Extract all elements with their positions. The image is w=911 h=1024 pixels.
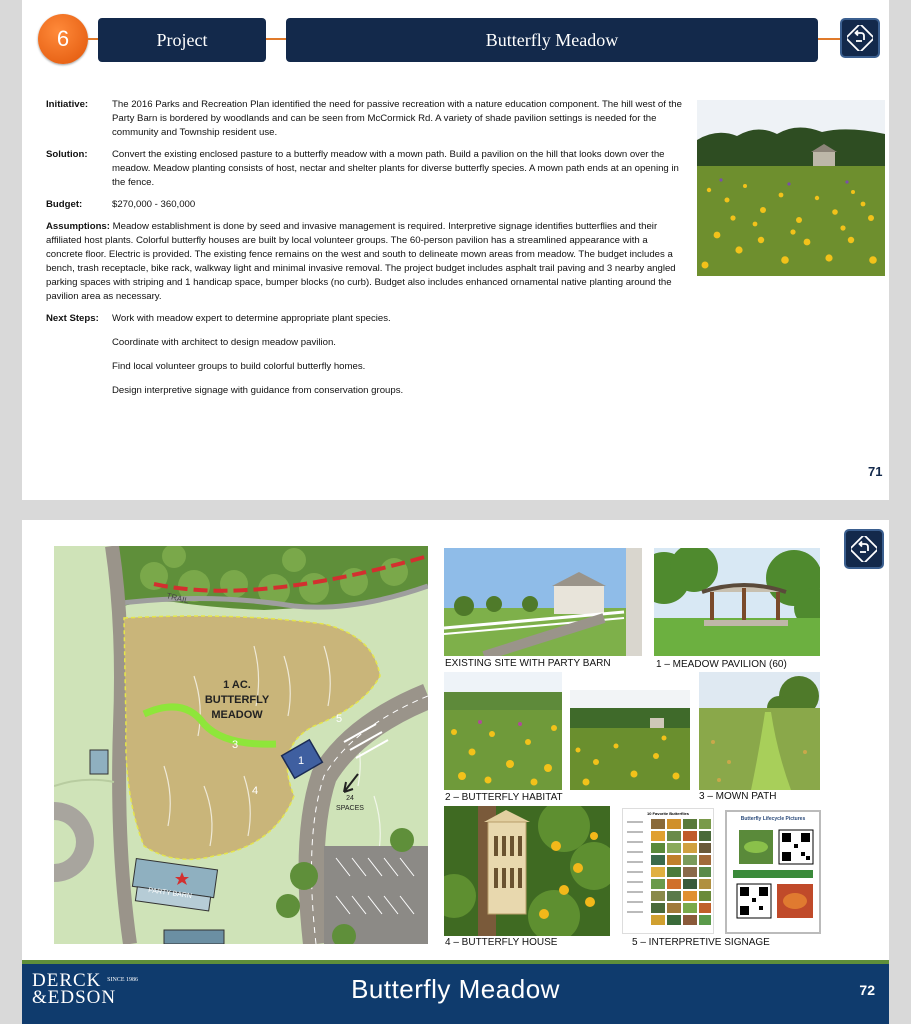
parking-count: 24: [346, 795, 354, 802]
initiative-text: The 2016 Parks and Recreation Plan identified the need for passive recreation with a nature education component. The hill west of the Party Barn is bordered by woodlands and can be seen from McCormick Rd. A variety of shade pavilion settings is needed for the community and Township resident use.: [112, 99, 682, 138]
header-title: Butterfly Meadow: [485, 29, 619, 50]
initiative-label: Initiative:: [46, 99, 89, 110]
back-button[interactable]: [840, 18, 880, 58]
next-step-item: Coordinate with architect to design meadow pavilion.: [112, 337, 336, 348]
butterfly-house-photo: [444, 806, 610, 936]
pavilion-photo: [654, 548, 820, 656]
solution-text: Convert the existing enclosed pasture to a butterfly meadow with a mown path. Build a pavilion on the hill that looks down over the meadow. Meadow planting consists of host, nectar and shelter plants for diverse butterfly species. A mown path ends at an opening in the fence.: [112, 149, 679, 188]
next-steps-row: [46, 312, 686, 408]
project-number-badge: [38, 14, 88, 64]
signage-lifecycle-panel: [725, 810, 821, 934]
caption-mown-path: 3 – MOWN PATH: [699, 791, 777, 802]
header-connector: [266, 38, 286, 40]
header-title-box: [286, 18, 818, 62]
map-marker-3: 3: [232, 739, 239, 751]
site-plan-map: [54, 546, 428, 944]
footer-bar: [22, 960, 889, 1024]
header-project-box: [98, 18, 266, 62]
header-connector: [818, 38, 840, 40]
map-marker-4: 4: [252, 785, 259, 797]
assumptions-text: Meadow establishment is done by seed and invasive management is required. Interpretive signage identifies butterflies and their affiliated host plants. Colorful butterfly houses are built by local volunteer groups. The 60-person pavilion has a streamlined appearance with a concrete floor. Electric is provided. The existing fence remains on the west and south to delineate mown areas from meadow. The budget includes a bench, trash receptacle, bike rack, walkway light and minimal invasive removal. The project budget includes asphalt trail paving and 3 nearby angled parking spaces with striping and 1 handicap space, bumper blocks (no curb). Budget also includes enhanced ornamental native planting around the pavilion area as necessary.: [46, 221, 676, 302]
header-connector: [88, 38, 98, 40]
page-number: 71: [868, 464, 883, 479]
back-arrow-icon: [847, 25, 873, 51]
budget-label: Budget:: [46, 199, 83, 210]
back-arrow-icon: [851, 536, 877, 562]
page-72: [22, 520, 889, 1024]
footer-title: Butterfly Meadow: [351, 974, 560, 1004]
habitat-photo: [570, 690, 690, 790]
solution-label: Solution:: [46, 149, 88, 160]
map-marker-1: 1: [298, 755, 305, 767]
habitat-photo: [444, 672, 562, 790]
assumptions-row: [46, 220, 686, 304]
caption-house: 4 – BUTTERFLY HOUSE: [445, 937, 558, 948]
parking-label: SPACES: [336, 805, 364, 812]
signage-left-title: 10 Favorite Butterflies: [646, 811, 689, 816]
caption-signage: 5 – INTERPRETIVE SIGNAGE: [632, 937, 770, 948]
meadow-label: 1 AC.: [223, 679, 251, 691]
next-steps-label: Next Steps:: [46, 313, 99, 324]
assumptions-label: Assumptions:: [46, 221, 110, 232]
barn-label: PARTY BARN: [147, 887, 193, 901]
next-steps-list: [112, 312, 686, 408]
next-step-item: Design interpretive signage with guidance from conservation groups.: [112, 385, 404, 396]
project-description: [46, 98, 686, 416]
meadow-label: BUTTERFLY: [204, 694, 270, 706]
caption-existing: EXISTING SITE WITH PARTY BARN: [445, 658, 611, 669]
project-number: 6: [56, 26, 70, 51]
header-project-label: Project: [156, 29, 208, 50]
meadow-label: MEADOW: [211, 709, 263, 721]
mown-path-photo: [699, 672, 820, 790]
back-button[interactable]: [844, 529, 884, 569]
next-step-item: Find local volunteer groups to build colorful butterfly homes.: [112, 361, 366, 372]
signage-right-title: Butterfly Lifecycle Pictures: [740, 816, 806, 822]
budget-text: $270,000 - 360,000: [112, 199, 196, 210]
caption-habitat: 2 – BUTTERFLY HABITAT: [445, 792, 563, 803]
page-number: 72: [859, 982, 875, 998]
logo-line-2: &EDSON: [32, 987, 117, 1008]
solution-row: [46, 148, 686, 190]
page-71: [22, 0, 889, 500]
initiative-row: [46, 98, 686, 140]
caption-pavilion: 1 – MEADOW PAVILION (60): [656, 659, 787, 670]
meadow-photo: [697, 100, 885, 276]
logo-line-1: DERCK: [32, 970, 102, 991]
map-marker-5: 5: [336, 713, 343, 725]
budget-row: [46, 198, 686, 212]
signage-butterflies-panel: [622, 808, 714, 934]
existing-site-photo: [444, 548, 642, 656]
trail-label: TRAIL: [165, 591, 190, 606]
next-step-item: Work with meadow expert to determine appropriate plant species.: [112, 313, 391, 324]
logo-since: SINCE 1986: [107, 977, 138, 983]
